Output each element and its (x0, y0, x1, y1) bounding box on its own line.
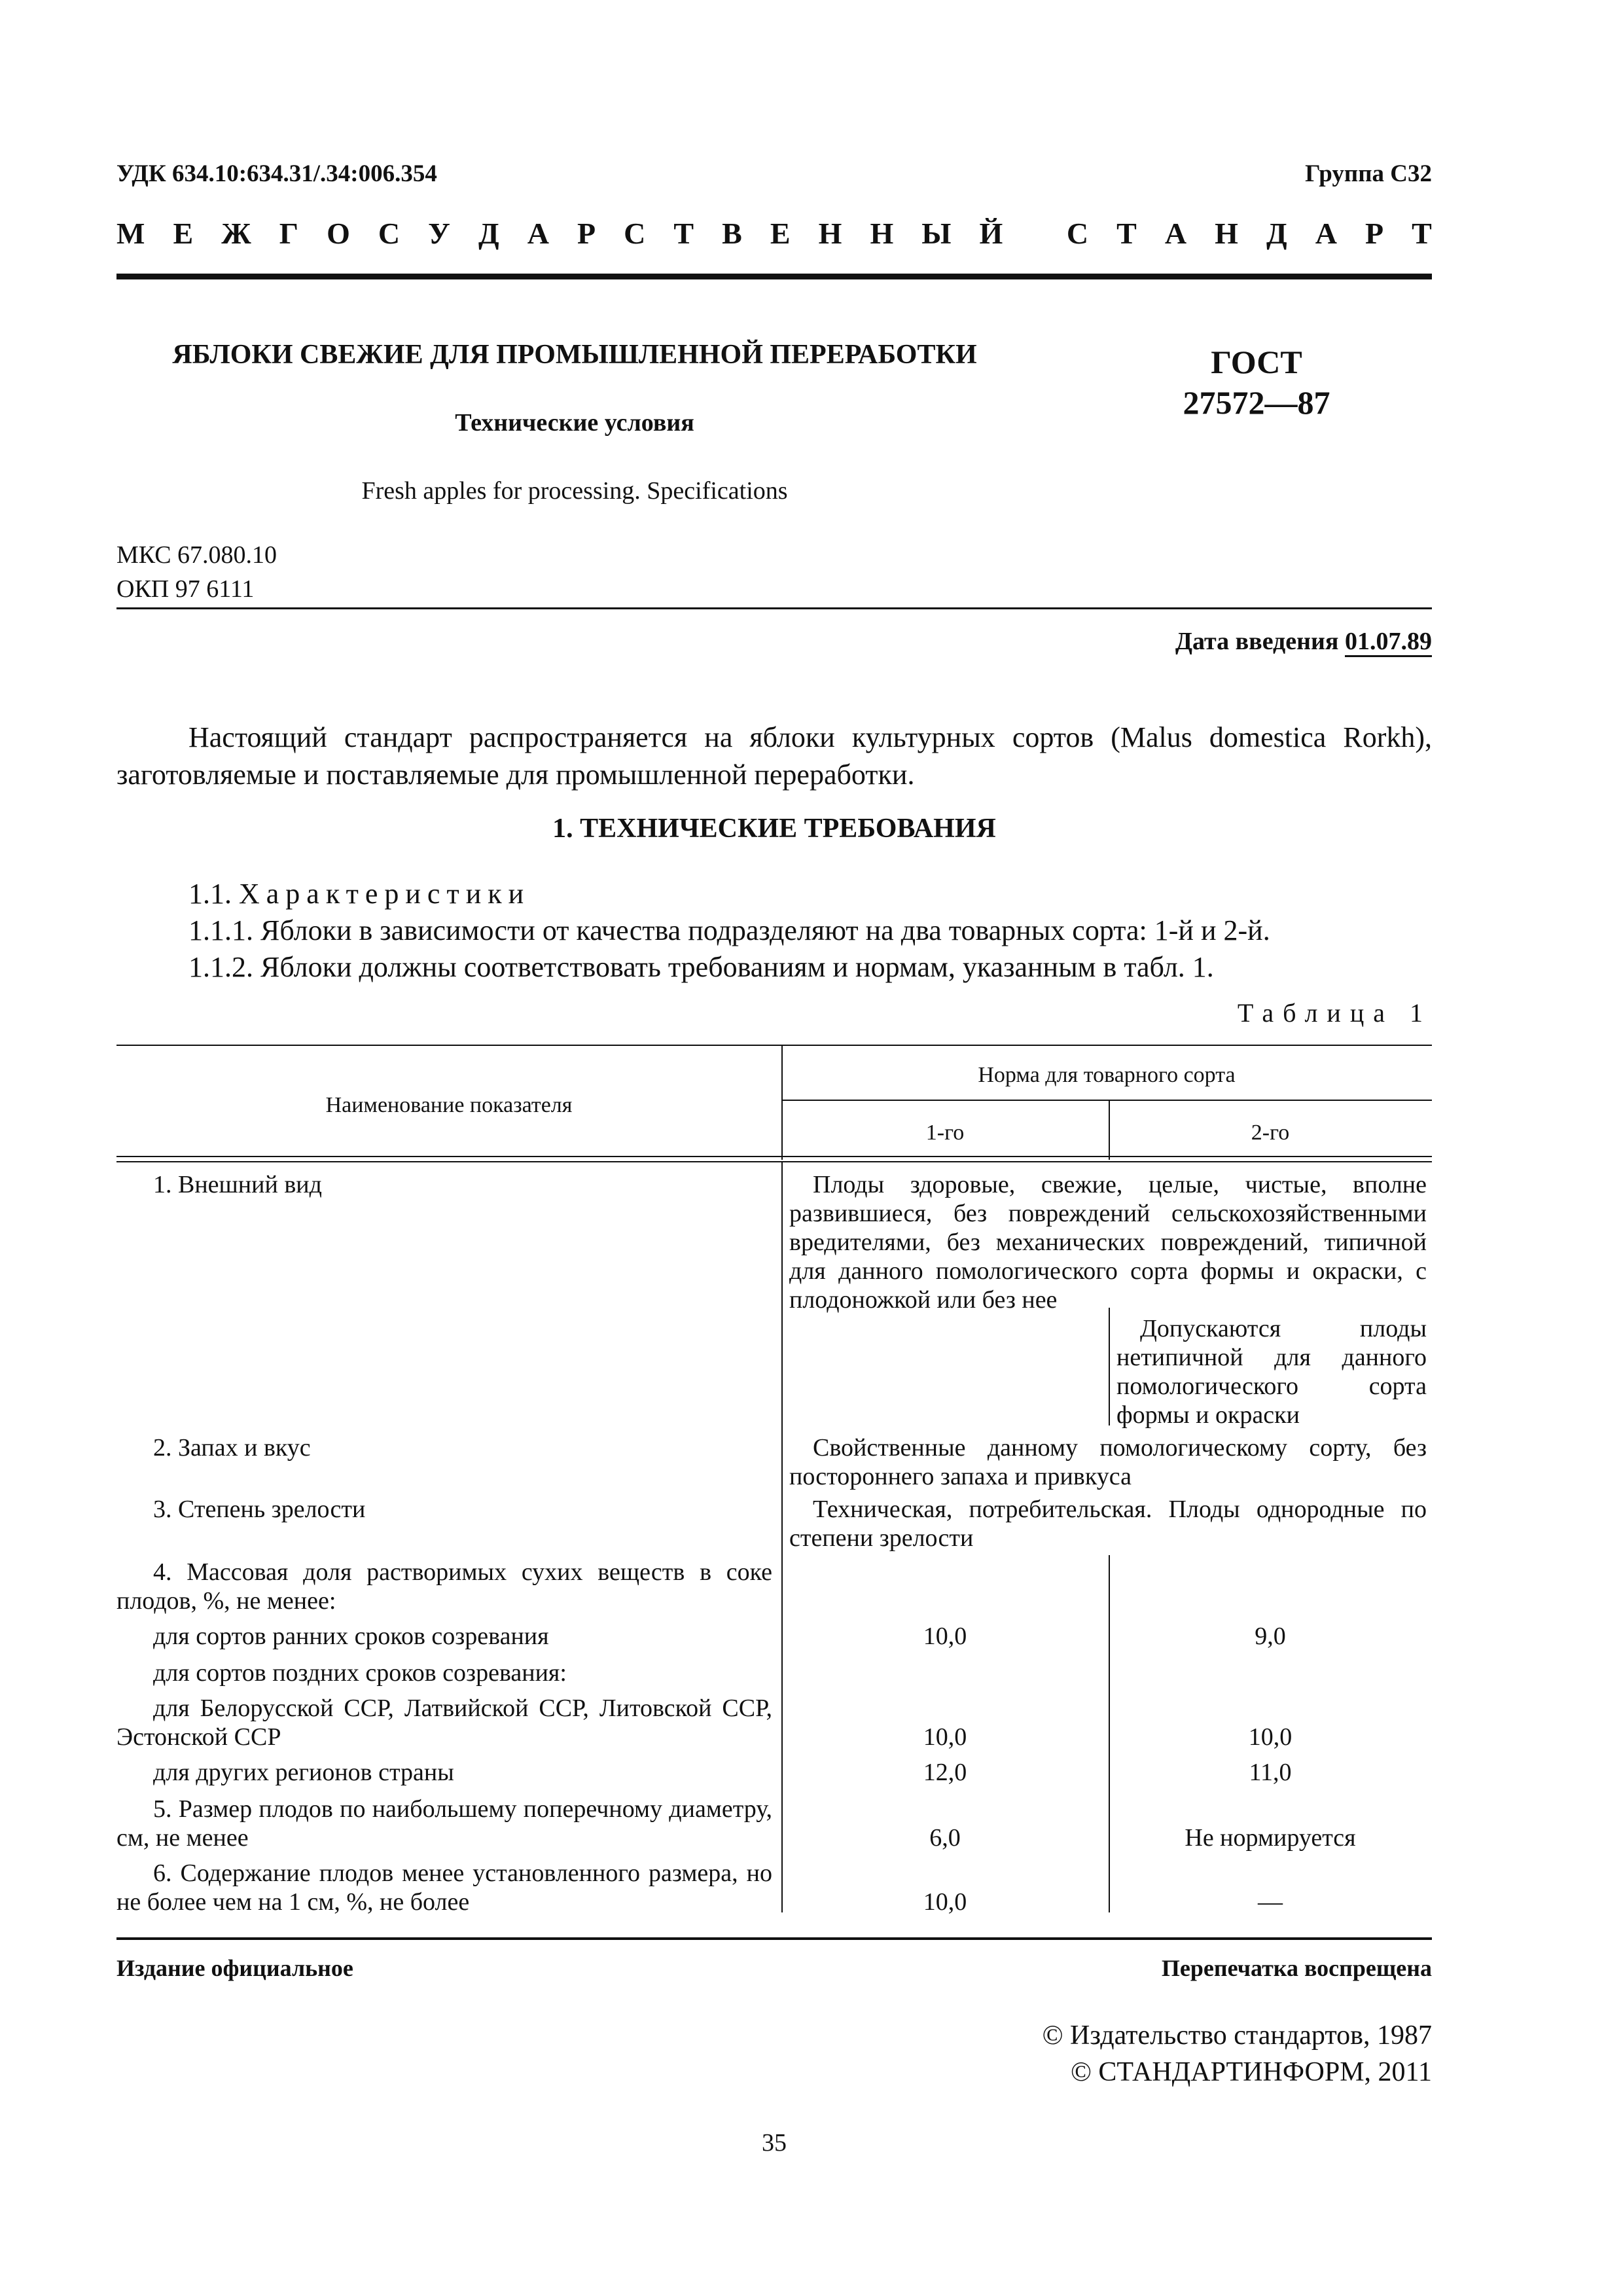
table-body-divider (781, 1162, 783, 1912)
row-size-grade-1: 6,0 (929, 1824, 961, 1852)
udk-code: УДК 634.10:634.31/.34:006.354 (116, 160, 437, 187)
row-smell-name: 2. Запах и вкус (153, 1434, 311, 1462)
page-number: 35 (762, 2129, 787, 2157)
heading-letter: Т (1116, 217, 1137, 250)
document-title: ЯБЛОКИ СВЕЖИЕ ДЛЯ ПРОМЫШЛЕННОЙ ПЕРЕРАБОТКИ (172, 340, 977, 370)
gost-code: 27572—87 (1183, 384, 1330, 421)
copyright-block (1043, 2017, 1432, 2090)
row1-col-divider (1109, 1308, 1110, 1426)
intro-paragraph: Настоящий стандарт распространяется на яблоки культурных сортов (Malus domestica Rorkh), заготовляемые и поставляемые для промышленной переработки. (116, 721, 1432, 791)
table-header-bottom-rule-1 (116, 1156, 1432, 1157)
row-solids-baltic-grade-2: 10,0 (1248, 1723, 1293, 1751)
heading-letter: Д (1266, 217, 1287, 250)
mks-code: МКС 67.080.10 (116, 541, 277, 569)
date-label: Дата введения (1175, 628, 1339, 655)
heading-letter: Г (279, 217, 299, 250)
heading-letter: Т (1412, 217, 1432, 250)
heading-letter: Й (979, 217, 1003, 250)
heading-letter: М (116, 217, 145, 250)
heading-letter: Р (1364, 217, 1384, 250)
row-solids-other-grade-1: 12,0 (923, 1759, 967, 1786)
date-value: 01.07.89 (1345, 628, 1432, 657)
row-appearance-common: Плоды здоровые, свежие, целые, чистые, вполне развившиеся, без повреждений сельскохозяйственными вредителями, без механических повреждений, типичной для данного помологического сорта формы и окраски, с плодоножкой или без нее (789, 1171, 1427, 1314)
heading-letter: А (1315, 217, 1337, 250)
clause-1-1-title: Характеристики (239, 878, 531, 910)
group-code: Группа С32 (1305, 160, 1432, 187)
column-header-grade-2: 2-го (1251, 1121, 1290, 1145)
row-size-grade-2: Не нормируется (1185, 1824, 1356, 1852)
clause-1-1 (188, 876, 1270, 912)
row-solids-baltic-name: для Белорусской ССР, Латвийской ССР, Литовской ССР, Эстонской ССР (116, 1695, 772, 1751)
heading-letter: А (1164, 217, 1187, 250)
heading-letter: Н (870, 217, 894, 250)
row-solids-baltic-grade-1: 10,0 (923, 1723, 967, 1751)
column-header-name: Наименование показателя (325, 1093, 573, 1117)
heading-letter: Д (478, 217, 499, 250)
row-appearance-grade-2: Допускаются плоды нетипичной для данного помологического сорта формы и окраски (1116, 1315, 1427, 1429)
heading-letter (1031, 216, 1039, 251)
heading-letter: У (428, 217, 450, 250)
row-solids-early-grade-1: 10,0 (923, 1623, 967, 1650)
clauses (188, 876, 1270, 986)
heading-letter: А (527, 217, 549, 250)
heading-letter: Ы (921, 217, 952, 250)
official-edition-label: Издание официальное (116, 1955, 353, 1981)
heading-letter: С (1066, 217, 1089, 250)
divider (116, 607, 1432, 609)
row-ripeness-common: Техническая, потребительская. Плоды однородные по степени зрелости (789, 1496, 1427, 1552)
english-title: Fresh apples for processing. Specifications (361, 477, 788, 505)
heading-letter: С (624, 217, 646, 250)
heading-letter: Е (173, 217, 194, 250)
heading-letter: Р (577, 217, 596, 250)
column-header-norm: Норма для товарного сорта (978, 1063, 1236, 1087)
heading-letter: Т (673, 217, 694, 250)
row-undersize-grade-2: — (1258, 1888, 1283, 1916)
heading-letter: Н (818, 217, 842, 250)
interstate-standard-heading (116, 216, 1432, 251)
heading-letter: В (722, 217, 742, 250)
clause-1-1-number: 1.1. (188, 878, 232, 910)
section-heading: 1. ТЕХНИЧЕСКИЕ ТРЕБОВАНИЯ (552, 814, 996, 844)
document-subtitle: Технические условия (455, 409, 694, 437)
row-solids-early-grade-2: 9,0 (1255, 1623, 1286, 1650)
heading-letter: Ж (221, 217, 251, 250)
gost-number (1106, 342, 1407, 423)
row-ripeness-name: 3. Степень зрелости (153, 1496, 366, 1523)
row-undersize-grade-1: 10,0 (923, 1888, 967, 1916)
table-header-bottom-rule-2 (116, 1161, 1432, 1162)
row-smell-common: Свойственные данному помологическому сорту, без постороннего запаха и привкуса (789, 1434, 1427, 1490)
introduction-date (1175, 627, 1432, 656)
heading-letter: Н (1215, 217, 1238, 250)
header-rule (116, 274, 1432, 279)
table-caption: Таблица 1 (1237, 998, 1432, 1028)
heading-letter: С (378, 217, 401, 250)
row-solids-early-name: для сортов ранних сроков созревания (153, 1623, 549, 1650)
classification-codes (116, 538, 277, 606)
copyright-1: © Издательство стандартов, 1987 (1042, 2020, 1432, 2051)
row-solids-other-grade-2: 11,0 (1249, 1759, 1292, 1786)
clause-1-1-1: 1.1.1. Яблоки в зависимости от качества подразделяют на два товарных сорта: 1-й и 2-й. (188, 914, 1270, 946)
row-appearance-name: 1. Внешний вид (153, 1171, 322, 1198)
gost-label: ГОСТ (1211, 344, 1302, 380)
row-undersize-name: 6. Содержание плодов менее установленного размера, но не более чем на 1 см, %, не более (116, 1859, 772, 1916)
row-size-name: 5. Размер плодов по наибольшему поперечному диаметру, см, не менее (116, 1795, 772, 1852)
clause-1-1-2: 1.1.2. Яблоки должны соответствовать требованиям и нормам, указанным в табл. 1. (188, 951, 1214, 983)
table-header-subrule (781, 1100, 1432, 1101)
row-solids-name: 4. Массовая доля растворимых сухих веществ в соке плодов, %, не менее: (116, 1558, 772, 1615)
heading-letter: Е (770, 217, 791, 250)
reprint-prohibited-label: Перепечатка воспрещена (1161, 1955, 1432, 1981)
column-header-grade-1: 1-го (925, 1121, 965, 1145)
row-solids-other-name: для других регионов страны (153, 1759, 454, 1786)
row-solids-late-name: для сортов поздних сроков созревания: (153, 1659, 567, 1687)
copyright-2: © СТАНДАРТИНФОРМ, 2011 (1071, 2057, 1432, 2087)
table-top-rule (116, 1045, 1432, 1046)
heading-letter: О (327, 217, 350, 250)
footer-rule (116, 1937, 1432, 1940)
okp-code: ОКП 97 6111 (116, 575, 255, 603)
